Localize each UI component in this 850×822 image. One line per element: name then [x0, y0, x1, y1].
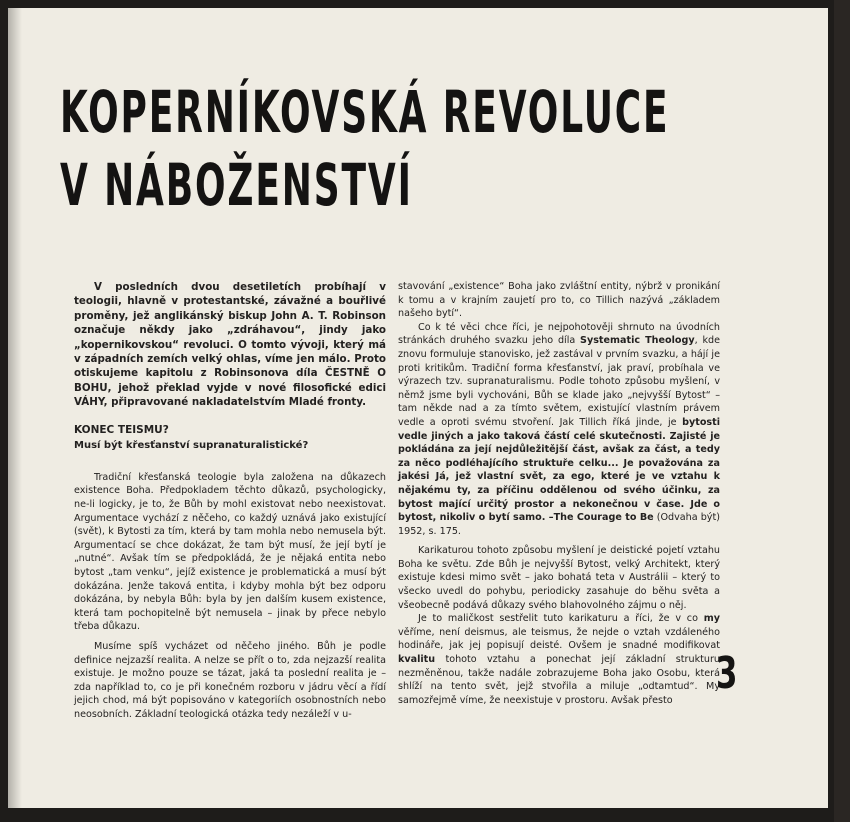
emphasis: kvalitu — [398, 654, 436, 666]
paragraph-text: Je to maličkost sestřelit tuto karikaturu a říci, že v co — [418, 613, 704, 625]
right-column — [398, 280, 720, 707]
paragraph-text: věříme, není deismus, ale teismus, že nejde o vztah vzdáleného hodináře, jak jej popisují deisté. Ovšem je snadné modifikovat — [398, 626, 720, 652]
section-heading: KONEC TEISMU? — [74, 423, 169, 436]
intro-paragraph — [74, 280, 386, 410]
page-edge-shadow — [834, 0, 850, 822]
body-paragraph — [398, 612, 720, 707]
body-paragraph: Karikaturou tohoto způsobu myšlení je deistické pojetí vztahu Boha ke světu. Zde Bůh je nejvyšší Bytost, velký Architekt, který existuje kdesi mimo svět – jako bohatá teta v Austrálii – který to všecko uvedl do pohybu, periodicky zasahuje do běhu světa a všeobecně podává důkazy svého blahovolného zájmu o něj. — [398, 545, 720, 611]
page-number: 3 — [716, 648, 738, 699]
paragraph-text: Co k té věci chce říci, je nejpohotověji shrnuto na úvodních stránkách druhého svazku jeho díla — [398, 321, 720, 347]
article-title-line-1: KOPERNÍKOVSKÁ REVOLUCE — [60, 78, 670, 146]
paragraph-text: tohoto vztahu a ponechat její základní strukturu nezměněnou, takže nadále zobrazujeme Boha jako Osobu, která shlíží na tento svět, jejž stvořila a miluje „odtamtud“. My samozřejmě víme, že neexistuje v prostoru. Avšak přesto — [398, 654, 720, 706]
document-page — [8, 8, 828, 808]
body-paragraph: Musíme spíš vycházet od něčeho jiného. Bůh je podle definice nejzazší realita. A nelze se přít o to, zda nejzazší realita existuje. Je možno pouze se tázat, jaká ta poslední realita je – zda například to, co je při konečném rozboru v jádru věcí a řídí jejich chod, má být popisováno v kategoriích osobnostních nebo neosobních. Základní teologická otázka tedy nezáleží v u- — [74, 640, 386, 720]
body-paragraph: stavování „existence“ Boha jako zvláštní entity, nýbrž v pronikání k tomu a v krajním zaujetí pro to, co Tillich nazývá „základem našeho bytí“. — [398, 281, 720, 320]
paragraph-text: (Odvaha být) 1952, s. 175. — [398, 512, 720, 537]
paragraph-text: , kde znovu formuluje stanovisko, jež zastával v prvním svazku, a hájí je proti kritikům. Tradiční forma křesťanství, jak praví, probíhala ve výrazech tzv. supranaturalismu. Podle tohoto způsobu myšlení, v němž jsme byli vychováni, Bůh se klade jako „nejvyšší Bytost“ – tam někde nad a za tímto světem, existující vlastním právem vedle a oproti svému stvoření. Jak Tillich říká jinde, je — [398, 335, 720, 428]
intro-edition-name: VÁHY — [74, 396, 104, 409]
section-subheading: Musí být křesťanství supranaturalistické? — [74, 440, 309, 452]
emphasis: my — [703, 613, 720, 625]
intro-text-1: V posledních dvou desetiletích probíhají v teologii, hlavně v protestantské, závažné a bouřlivé proměny, jež anglikánský biskup John A. T. Robinson označuje někdy jako „zdráhavou“, jindy jako „kopernikovskou“ revoluci. O tomto vývoji, který má v západních zemích velký ohlas, víme jen málo. Proto otiskujeme kapitolu z Robinsonova díla — [74, 281, 386, 380]
tillich-quote: bytosti vedle jiných a jako taková částí celé skutečnosti. Zajisté je pokládána za její nejdůležitější část, avšak za část, a tedy za něco podléhajícího struktuře celku... Je považována za jakési Já, jež vlastní svět, za ego, které je ve vztahu k nějakému ty, za příčinu oddělenou od svého účinku, za bytost mající určitý prostor a nekonečnou v čase. Jde o bytost, nikoliv o bytí samo. –The Courage to Be — [398, 416, 720, 524]
body-paragraph — [398, 321, 720, 539]
intro-text-3: , připravované nakladatelstvím Mladé fronty. — [103, 396, 367, 409]
article-title-line-2: V NÁBOŽENSTVÍ — [60, 151, 413, 219]
intro-book-title: ČESTNĚ O BOHU — [74, 367, 386, 394]
intro-text-2: , jehož překlad vyjde v nové filosofické edici — [107, 381, 386, 394]
book-title: Systematic Theology — [580, 335, 695, 347]
left-column — [74, 280, 386, 722]
section-header — [74, 424, 386, 453]
body-paragraph: Tradiční křesťanská teologie byla založena na důkazech existence Boha. Předpokladem těchto důkazů, psychologicky, ne-li logicky, je to, že Bůh by mohl existovat nebo neexistovat. Argumentace vychází z něčeho, co každý uznává jako existující (svět), k Bytosti za tím, která by tam mohla nebo nemusela být. Argumentací se chce dokázat, že tam být musí, že její bytí je „nutné“. Avšak tím se předpokládá, že je nějaká entita nebo bytost „tam venku“, jejíž existence je problematická a musí být dokázána. Jenže taková entita, i kdyby mohla být bez odporu dokázána, by nebyla Bůh: byla by jen dalším kusem existence, která tam pochopitelně být nemusela – jinak by přece nebylo třeba důkazu. — [74, 471, 386, 633]
